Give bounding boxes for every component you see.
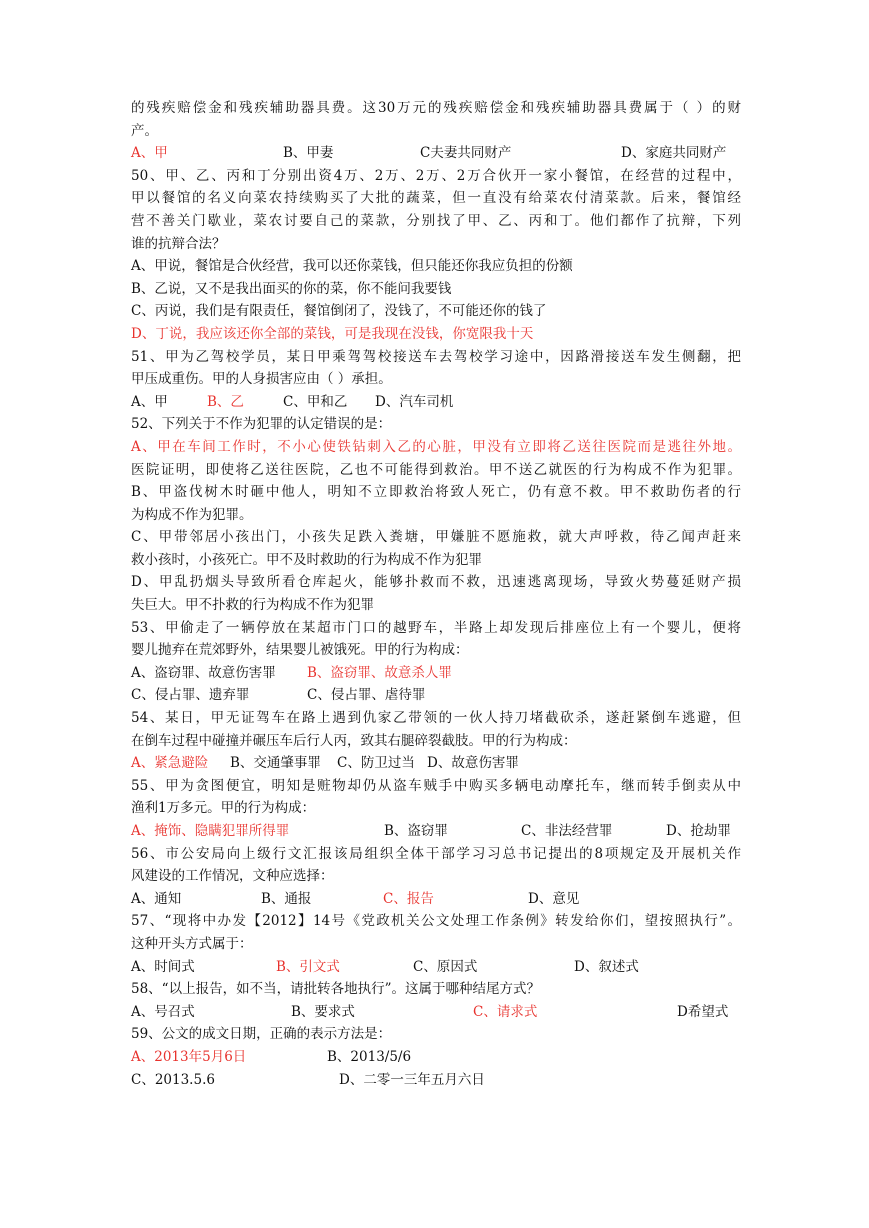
text-line: 为构成不作为犯罪。 bbox=[131, 506, 253, 523]
option: D、二零一三年五月六日 bbox=[339, 1071, 485, 1088]
text-line: 甲以餐馆的名义向菜农持续购买了大批的蔬菜，但一直没有给菜农付清菜款。后来，餐馆经 bbox=[131, 190, 741, 207]
text-line: 52、下列关于不作为犯罪的认定错误的是： bbox=[131, 416, 392, 433]
text-line: 51、甲为乙驾校学员，某日甲乘驾驾校接送车去驾校学习途中，因路滑接送车发生侧翻，把 bbox=[131, 348, 741, 365]
answer-option: C、请求式 bbox=[473, 1003, 538, 1020]
answer-option: B、引文式 bbox=[276, 958, 340, 975]
option-row bbox=[131, 820, 741, 843]
option: C夫妻共同财产 bbox=[420, 145, 512, 162]
answer-option: A、2013年5月6日 bbox=[131, 1048, 247, 1065]
text-line: 58、“以上报告，如不当，请批转各地执行”。这属于哪种结尾方式？ bbox=[131, 981, 540, 998]
document-page bbox=[131, 97, 741, 1091]
option: B、盗窃罪 bbox=[384, 823, 448, 839]
text-line: 59、公文的成文日期，正确的表示方法是： bbox=[131, 1026, 392, 1043]
text-line: 55、甲为贪图便宜，明知是赃物却仍从盗车贼手中购买多辆电动摩托车，继而转手倒卖从中 bbox=[131, 777, 741, 794]
text-line: 营不善关门歇业，菜农讨要自己的菜款，分别找了甲、乙、丙和丁。他们都作了抗辩，下列 bbox=[131, 212, 741, 229]
text-line: 53、甲偷走了一辆停放在某超市门口的越野车，半路上却发现后排座位上有一个婴儿，便将 bbox=[131, 619, 741, 636]
text-line: 渔利1万多元。甲的行为构成： bbox=[131, 800, 316, 817]
text-line: 救小孩时，小孩死亡。甲不及时救助的行为构成不作为犯罪 bbox=[131, 551, 482, 568]
text-line: 产。 bbox=[131, 122, 158, 139]
answer-option: C、报告 bbox=[383, 890, 434, 907]
text-line: B、乙说，又不是我出面买的你的菜，你不能问我要钱 bbox=[131, 280, 452, 297]
answer-option: B、盗窃罪、故意杀人罪 bbox=[307, 664, 452, 681]
answer-option: A、甲 bbox=[131, 145, 168, 162]
option: C、甲和乙 bbox=[283, 393, 348, 410]
text-line: D、丁说，我应该还你全部的菜钱，可是我现在没钱，你宽限我十天 bbox=[131, 325, 534, 342]
option: C、侵占罪、虐待罪 bbox=[307, 687, 426, 704]
text-line: 医院证明，即使将乙送往医院，乙也不可能得到救治。甲不送乙就医的行为构成不作为犯罪。 bbox=[131, 461, 741, 478]
option: C、原因式 bbox=[413, 958, 478, 975]
text-line: A、甲在车间工作时，不小心使铁钻刺入乙的心脏，甲没有立即将乙送往医院而是逃往外地。 bbox=[131, 438, 741, 455]
option: C、2013.5.6 bbox=[131, 1071, 215, 1088]
option-row bbox=[131, 1069, 741, 1092]
text-line: 56、市公安局向上级行文汇报该局组织全体干部学习习总书记提出的8项规定及开展机关作 bbox=[131, 845, 741, 862]
option: D、家庭共同财产 bbox=[621, 145, 727, 162]
option: A、通知 bbox=[131, 890, 182, 907]
text-line: 婴儿抛弃在荒郊野外，结果婴儿被饿死。甲的行为构成： bbox=[131, 642, 469, 659]
option-row bbox=[131, 752, 741, 775]
option: C、侵占罪、遗弃罪 bbox=[131, 687, 250, 704]
answer-option: B、乙 bbox=[207, 393, 244, 410]
option: D、故意伤害罪 bbox=[427, 755, 519, 772]
text-line: 这种开头方式属于： bbox=[131, 935, 253, 952]
text-line: 甲压成重伤。甲的人身损害应由（ ）承担。 bbox=[131, 371, 392, 388]
answer-option: A、掩饰、隐瞒犯罪所得罪 bbox=[131, 823, 290, 839]
option-row bbox=[131, 391, 741, 414]
option: B、交通肇事罪 bbox=[230, 755, 321, 772]
option-row bbox=[131, 684, 741, 707]
text-line: 的残疾赔偿金和残疾辅助器具费。这30万元的残疾赔偿金和残疾辅助器具费属于（ ）的财 bbox=[131, 100, 741, 116]
text-line: 谁的抗辩合法？ bbox=[131, 235, 226, 252]
text-line: 57、“现将中办发【2012】14号《党政机关公文处理工作条例》转发给你们，望按照执行”。 bbox=[131, 913, 741, 930]
option: B、通报 bbox=[261, 890, 312, 907]
option-row bbox=[131, 1046, 741, 1069]
option: B、甲妻 bbox=[283, 145, 334, 162]
text-line: C、甲带邻居小孩出门，小孩失足跌入粪塘，甲嫌脏不愿施救，就大声呼救，待乙闻声赶来 bbox=[131, 529, 741, 546]
option: C、非法经营罪 bbox=[521, 823, 613, 839]
option: D、叙述式 bbox=[574, 958, 639, 975]
option-row bbox=[131, 956, 741, 979]
text-line: D、甲乱扔烟头导致所看仓库起火，能够扑救而不救，迅速逃离现场，导致火势蔓延财产损 bbox=[131, 574, 741, 591]
option: B、要求式 bbox=[291, 1003, 355, 1020]
text-line: 失巨大。甲不扑救的行为构成不作为犯罪 bbox=[131, 597, 374, 614]
option: D、抢劫罪 bbox=[666, 823, 731, 839]
option: D、汽车司机 bbox=[375, 393, 454, 410]
option-row bbox=[131, 1001, 741, 1024]
option: A、盗窃罪、故意伤害罪 bbox=[131, 664, 276, 681]
text-line: A、甲说，餐馆是合伙经营，我可以还你菜钱，但只能还你我应负担的份额 bbox=[131, 258, 573, 275]
option-row bbox=[131, 142, 741, 165]
text-line: 风建设的工作情况，文种应选择： bbox=[131, 868, 334, 885]
text-line: C、丙说，我们是有限责任，餐馆倒闭了，没钱了，不可能还你的钱了 bbox=[131, 303, 547, 320]
option: B、2013/5/6 bbox=[327, 1048, 412, 1065]
text-line: B、甲盗伐树木时砸中他人，明知不立即救治将致人死亡，仍有意不救。甲不救助伤者的行 bbox=[131, 484, 741, 501]
text-line: 在倒车过程中碰撞并碾压车后行人丙，致其右腿碎裂截肢。甲的行为构成： bbox=[131, 732, 577, 749]
option: C、防卫过当 bbox=[337, 755, 415, 772]
text-line: 54、某日，甲无证驾车在路上遇到仇家乙带领的一伙人持刀堵截砍杀，遂赶紧倒车逃避，但 bbox=[131, 710, 741, 727]
answer-option: A、紧急避险 bbox=[131, 755, 209, 772]
option-row bbox=[131, 662, 741, 685]
text-line: 50、甲、乙、丙和丁分别出资4万、2万、2万、2万合伙开一家小餐馆，在经营的过程中， bbox=[131, 167, 741, 184]
option: D、意见 bbox=[528, 890, 580, 907]
option: A、甲 bbox=[131, 393, 168, 410]
option: A、时间式 bbox=[131, 958, 195, 975]
option: A、号召式 bbox=[131, 1003, 195, 1020]
option: D希望式 bbox=[677, 1003, 729, 1020]
option-row bbox=[131, 888, 741, 911]
